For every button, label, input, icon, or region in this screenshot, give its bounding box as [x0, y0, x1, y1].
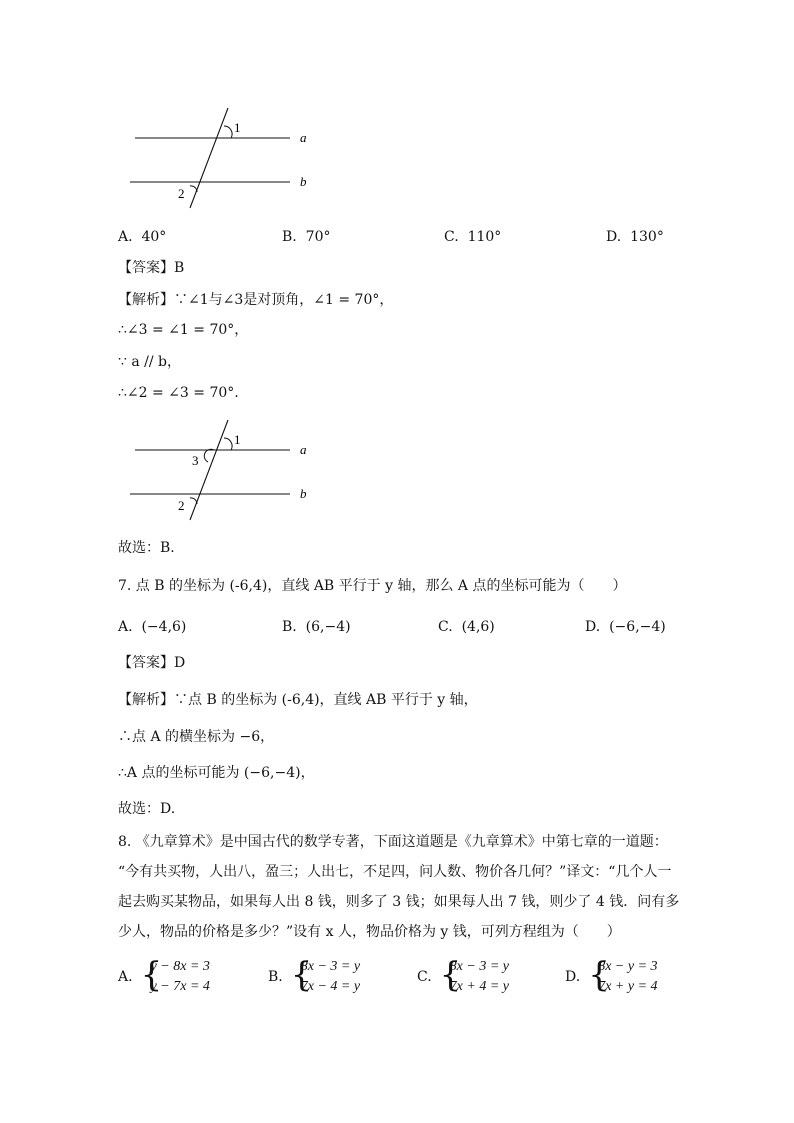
angle-1-arc — [224, 126, 232, 138]
equation-system: { y − 8x = 3 y − 7x = 4 — [140, 955, 210, 995]
q6-analysis-line-1: 【解析】∵∠1与∠3是对顶角，∠1 = 70°， — [118, 292, 394, 308]
q8-option-d: D. { 8x − y = 3 7x + y = 4 — [565, 955, 658, 995]
angle-3-label: 3 — [192, 453, 199, 468]
q6-option-d: D. 130° — [606, 229, 664, 245]
q7-conclusion: 故选：D. — [118, 801, 176, 817]
angle-1-label: 1 — [234, 120, 241, 135]
q6-option-c: C. 110° — [444, 229, 502, 245]
q7-question: 7. 点 B 的坐标为 (-6,4)，直线 AB 平行于 y 轴，那么 A 点的坐标可能为（ ） — [118, 578, 627, 594]
line-a-label: a — [300, 442, 307, 457]
equation-system: { 8x − 3 = y 7x − 4 = y — [290, 955, 361, 995]
q7-answer: 【答案】D — [118, 655, 186, 671]
q7-option-d: D. (−6,−4) — [585, 619, 666, 635]
q6-option-b: B. 70° — [282, 229, 331, 245]
q8-option-c: C. { 8x − 3 = y 7x + 4 = y — [417, 955, 509, 995]
q7-option-a: A. (−4,6) — [118, 619, 187, 635]
parallel-lines-figure-1 — [120, 100, 340, 215]
equation-system: { 8x − y = 3 7x + y = 4 — [588, 955, 658, 995]
line-a-label: a — [300, 130, 307, 145]
q8-option-a: A. { y − 8x = 3 y − 7x = 4 — [118, 955, 210, 995]
q8-line-4: 少人，物品的价格是多少？”设有 x 人，物品价格为 y 钱，可列方程组为（ ） — [118, 924, 621, 940]
q7-option-b: B. (6,−4) — [282, 619, 351, 635]
q6-analysis-line-2: ∴∠3 = ∠1 = 70°， — [118, 322, 249, 338]
q8-line-2: “今有共买物，人出八，盈三；人出七，不足四，问人数、物价各几何？”译文：“几个人一 — [118, 864, 672, 880]
q8-line-3: 起去购买某物品，如果每人出 8 钱，则多了 3 钱；如果每人出 7 钱，则少了 4 钱．问有多 — [118, 894, 680, 910]
angle-2-label: 2 — [178, 498, 185, 513]
line-b-label: b — [300, 486, 307, 501]
q6-analysis-line-4: ∴∠2 = ∠3 = 70°. — [118, 385, 239, 401]
transversal — [190, 108, 228, 208]
equation-system: { 8x − 3 = y 7x + 4 = y — [439, 955, 509, 995]
angle-1-label: 1 — [234, 432, 241, 447]
q6-answer: 【答案】B — [118, 260, 185, 276]
angle-2-label: 2 — [178, 186, 185, 201]
q7-option-c: C. (4,6) — [438, 619, 495, 635]
angle-1-arc — [224, 438, 232, 450]
q6-conclusion: 故选：B. — [118, 540, 175, 556]
q6-option-a: A. 40° — [118, 229, 167, 245]
q8-option-b: B. { 8x − 3 = y 7x − 4 = y — [268, 955, 361, 995]
parallel-lines-figure-2 — [120, 412, 340, 527]
q7-analysis-line-3: ∴A 点的坐标可能为 (−6,−4)， — [118, 765, 315, 781]
line-b-label: b — [300, 174, 307, 189]
q8-line-1: 8. 《九章算术》是中国古代的数学专著，下面这道题是《九章算术》中第七章的一道题： — [118, 834, 668, 850]
q6-analysis-line-3: ∵ a // b， — [118, 354, 181, 370]
transversal — [190, 420, 228, 520]
q7-analysis-line-2: ∴点 A 的横坐标为 −6， — [118, 729, 275, 745]
q7-analysis-line-1: 【解析】∵点 B 的坐标为 (-6,4)，直线 AB 平行于 y 轴， — [118, 692, 478, 708]
